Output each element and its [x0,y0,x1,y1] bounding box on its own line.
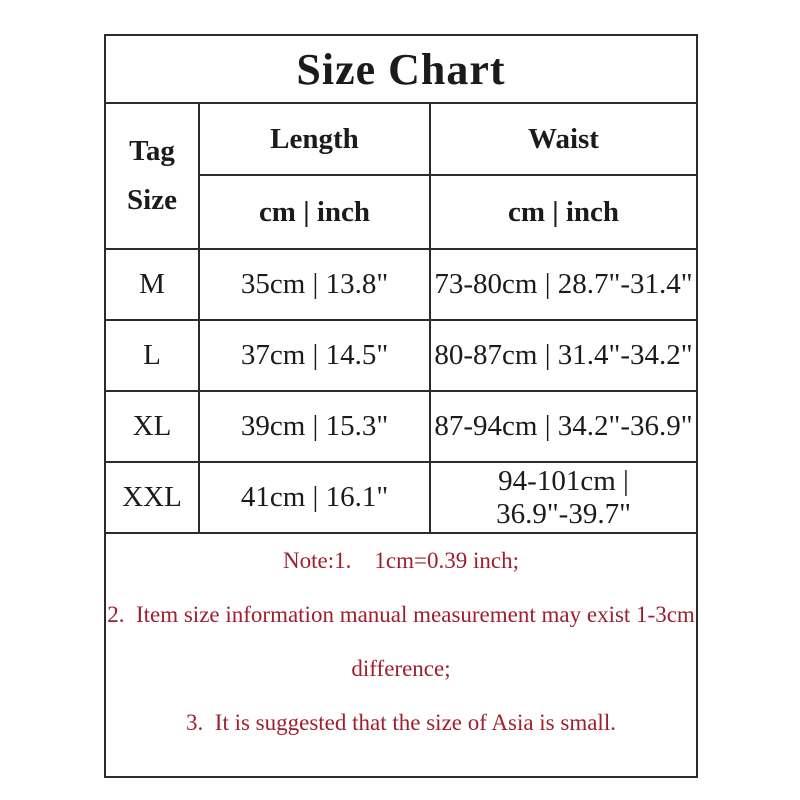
header-row [105,103,697,175]
length-cell: 41cm | 16.1" [199,462,430,533]
tag-size-header-line1: Tag [129,135,175,167]
table-row-xxl [105,462,697,533]
tag-size-header-line2: Size [127,184,177,216]
unit-header-length: cm | inch [199,175,430,249]
table-row-m [105,249,697,320]
waist-cell: 94-101cm | 36.9"-39.7" [430,462,697,533]
notes-row [105,533,697,777]
table-row-l [105,320,697,391]
length-cell: 35cm | 13.8" [199,249,430,320]
length-cell: 37cm | 14.5" [199,320,430,391]
unit-header-waist: cm | inch [430,175,697,249]
waist-cell: 73-80cm | 28.7"-31.4" [430,249,697,320]
size-chart-table [104,34,698,778]
column-header-waist: Waist [430,103,697,175]
size-cell: XXL [105,462,199,533]
notes-section [105,533,697,777]
length-cell: 39cm | 15.3" [199,391,430,462]
note-line-3: 3. It is suggested that the size of Asia is small. [186,710,616,735]
waist-cell: 87-94cm | 34.2"-36.9" [430,391,697,462]
size-cell: L [105,320,199,391]
page-title: Size Chart [105,35,697,103]
size-cell: XL [105,391,199,462]
size-cell: M [105,249,199,320]
note-line-2: 2. Item size information manual measurement may exist 1-3cm [107,602,695,627]
note-line-1: Note:1. 1cm=0.39 inch; [283,548,519,573]
waist-cell: 80-87cm | 31.4"-34.2" [430,320,697,391]
table-row-xl [105,391,697,462]
tag-size-header [105,103,199,249]
column-header-length: Length [199,103,430,175]
title-row [105,35,697,103]
note-line-2-continued: difference; [351,656,451,681]
